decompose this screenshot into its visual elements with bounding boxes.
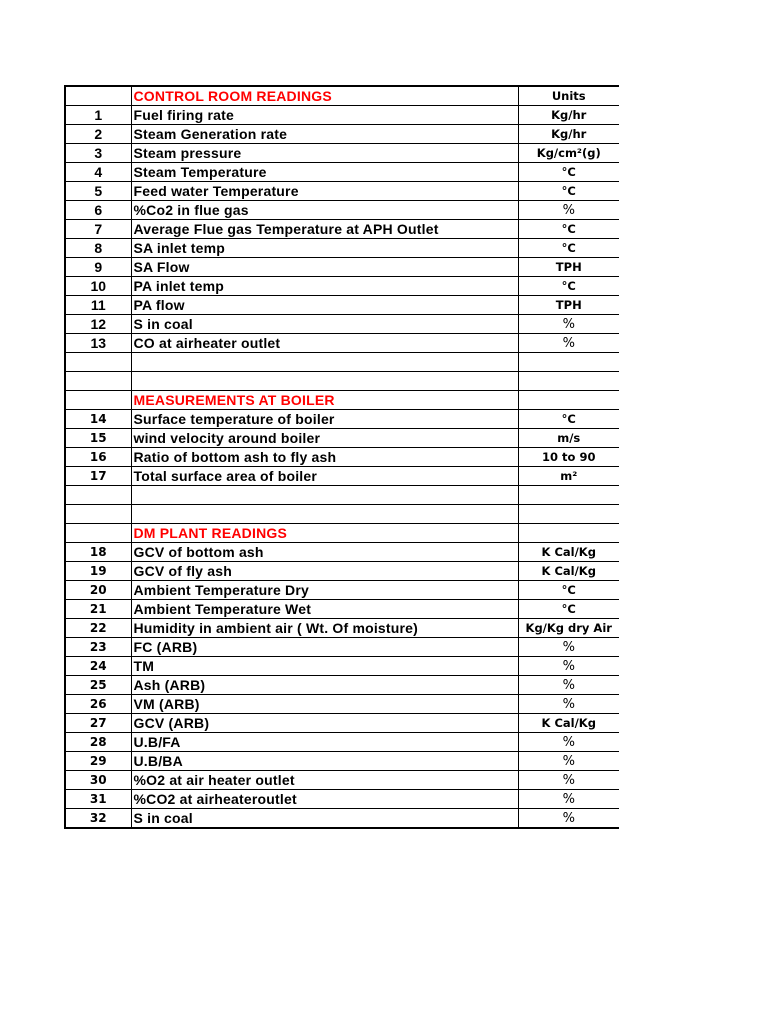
row-unit: Kg/hr — [518, 106, 619, 125]
table-row — [65, 220, 619, 239]
table-row — [65, 771, 619, 790]
row-number: 12 — [65, 315, 131, 334]
row-unit: % — [518, 657, 619, 676]
row-parameter: FC (ARB) — [131, 638, 518, 657]
row-number: 23 — [65, 638, 131, 657]
row-parameter: Humidity in ambient air ( Wt. Of moisture) — [131, 619, 518, 638]
row-unit: °C — [518, 163, 619, 182]
row-unit: TPH — [518, 296, 619, 315]
row-parameter: wind velocity around boiler — [131, 429, 518, 448]
row-number: 27 — [65, 714, 131, 733]
table-row — [65, 543, 619, 562]
row-unit: Kg/cm²(g) — [518, 144, 619, 163]
row-unit: % — [518, 201, 619, 220]
table-row — [65, 581, 619, 600]
row-number: 25 — [65, 676, 131, 695]
row-unit: Kg/hr — [518, 125, 619, 144]
empty-row — [65, 372, 619, 391]
row-parameter: Steam pressure — [131, 144, 518, 163]
table-row — [65, 600, 619, 619]
row-unit: °C — [518, 277, 619, 296]
row-unit: °C — [518, 220, 619, 239]
row-parameter: %O2 at air heater outlet — [131, 771, 518, 790]
table-row — [65, 429, 619, 448]
row-parameter: SA inlet temp — [131, 239, 518, 258]
table-row — [65, 410, 619, 429]
row-parameter: Steam Generation rate — [131, 125, 518, 144]
table-row — [65, 201, 619, 220]
dm-plant-heading: DM PLANT READINGS — [131, 524, 518, 543]
readings-table — [64, 85, 619, 829]
row-unit: % — [518, 334, 619, 353]
row-parameter: Ratio of bottom ash to fly ash — [131, 448, 518, 467]
section-header-boiler — [65, 391, 619, 410]
table-row — [65, 258, 619, 277]
row-parameter: TM — [131, 657, 518, 676]
table-row — [65, 790, 619, 809]
row-unit: % — [518, 771, 619, 790]
row-parameter: %Co2 in flue gas — [131, 201, 518, 220]
row-number: 31 — [65, 790, 131, 809]
row-parameter: Ash (ARB) — [131, 676, 518, 695]
row-unit: Kg/Kg dry Air — [518, 619, 619, 638]
units-header: Units — [518, 86, 619, 106]
row-parameter: S in coal — [131, 809, 518, 829]
row-parameter: Total surface area of boiler — [131, 467, 518, 486]
row-parameter: Surface temperature of boiler — [131, 410, 518, 429]
table-row — [65, 638, 619, 657]
row-number: 26 — [65, 695, 131, 714]
row-parameter: U.B/FA — [131, 733, 518, 752]
table-row — [65, 182, 619, 201]
table-row — [65, 296, 619, 315]
row-number: 9 — [65, 258, 131, 277]
row-number: 19 — [65, 562, 131, 581]
table-row — [65, 315, 619, 334]
row-number: 21 — [65, 600, 131, 619]
section-header-dm-plant — [65, 524, 619, 543]
row-number: 2 — [65, 125, 131, 144]
table-row — [65, 144, 619, 163]
row-unit: °C — [518, 182, 619, 201]
boiler-heading: MEASUREMENTS AT BOILER — [131, 391, 518, 410]
row-unit: % — [518, 695, 619, 714]
table-row — [65, 657, 619, 676]
row-parameter: Average Flue gas Temperature at APH Outlet — [131, 220, 518, 239]
empty-row — [65, 353, 619, 372]
table-row — [65, 714, 619, 733]
row-parameter: %CO2 at airheateroutlet — [131, 790, 518, 809]
row-number: 24 — [65, 657, 131, 676]
row-number: 14 — [65, 410, 131, 429]
readings-sheet — [64, 85, 618, 829]
table-row — [65, 809, 619, 829]
row-parameter: PA inlet temp — [131, 277, 518, 296]
table-row — [65, 619, 619, 638]
table-row — [65, 752, 619, 771]
row-unit: K Cal/Kg — [518, 562, 619, 581]
row-unit: 10 to 90 — [518, 448, 619, 467]
table-row — [65, 106, 619, 125]
row-unit: % — [518, 676, 619, 695]
empty-row — [65, 505, 619, 524]
row-parameter: CO at airheater outlet — [131, 334, 518, 353]
row-number: 20 — [65, 581, 131, 600]
table-row — [65, 239, 619, 258]
row-parameter: GCV (ARB) — [131, 714, 518, 733]
row-number: 6 — [65, 201, 131, 220]
table-row — [65, 448, 619, 467]
row-parameter: PA flow — [131, 296, 518, 315]
row-unit: °C — [518, 600, 619, 619]
row-number: 8 — [65, 239, 131, 258]
row-number: 28 — [65, 733, 131, 752]
row-number: 22 — [65, 619, 131, 638]
row-number: 18 — [65, 543, 131, 562]
row-unit: m/s — [518, 429, 619, 448]
row-number: 4 — [65, 163, 131, 182]
table-row — [65, 733, 619, 752]
row-unit: °C — [518, 410, 619, 429]
row-parameter: Feed water Temperature — [131, 182, 518, 201]
table-row — [65, 676, 619, 695]
row-parameter: S in coal — [131, 315, 518, 334]
row-number: 32 — [65, 809, 131, 829]
row-number: 7 — [65, 220, 131, 239]
row-unit: % — [518, 809, 619, 829]
empty-row — [65, 486, 619, 505]
row-unit: °C — [518, 239, 619, 258]
row-number: 10 — [65, 277, 131, 296]
row-parameter: U.B/BA — [131, 752, 518, 771]
row-number: 17 — [65, 467, 131, 486]
row-unit: % — [518, 638, 619, 657]
row-parameter: GCV of fly ash — [131, 562, 518, 581]
table-row — [65, 695, 619, 714]
row-parameter: VM (ARB) — [131, 695, 518, 714]
row-parameter: Steam Temperature — [131, 163, 518, 182]
row-parameter: SA Flow — [131, 258, 518, 277]
table-row — [65, 334, 619, 353]
row-number: 16 — [65, 448, 131, 467]
table-row — [65, 163, 619, 182]
row-number: 15 — [65, 429, 131, 448]
row-unit: °C — [518, 581, 619, 600]
row-number: 11 — [65, 296, 131, 315]
row-number: 30 — [65, 771, 131, 790]
row-unit: % — [518, 315, 619, 334]
row-unit: % — [518, 752, 619, 771]
row-parameter: GCV of bottom ash — [131, 543, 518, 562]
row-number: 5 — [65, 182, 131, 201]
row-number: 1 — [65, 106, 131, 125]
control-room-heading: CONTROL ROOM READINGS — [131, 86, 518, 106]
section-header-control-room — [65, 86, 619, 106]
row-unit: TPH — [518, 258, 619, 277]
row-parameter: Fuel firing rate — [131, 106, 518, 125]
row-number: 3 — [65, 144, 131, 163]
row-unit: m² — [518, 467, 619, 486]
table-row — [65, 467, 619, 486]
row-unit: % — [518, 733, 619, 752]
row-unit: % — [518, 790, 619, 809]
row-parameter: Ambient Temperature Dry — [131, 581, 518, 600]
row-unit: K Cal/Kg — [518, 543, 619, 562]
row-number: 29 — [65, 752, 131, 771]
header-number-cell — [65, 86, 131, 106]
row-parameter: Ambient Temperature Wet — [131, 600, 518, 619]
row-unit: K Cal/Kg — [518, 714, 619, 733]
table-row — [65, 277, 619, 296]
row-number: 13 — [65, 334, 131, 353]
table-row — [65, 562, 619, 581]
table-row — [65, 125, 619, 144]
